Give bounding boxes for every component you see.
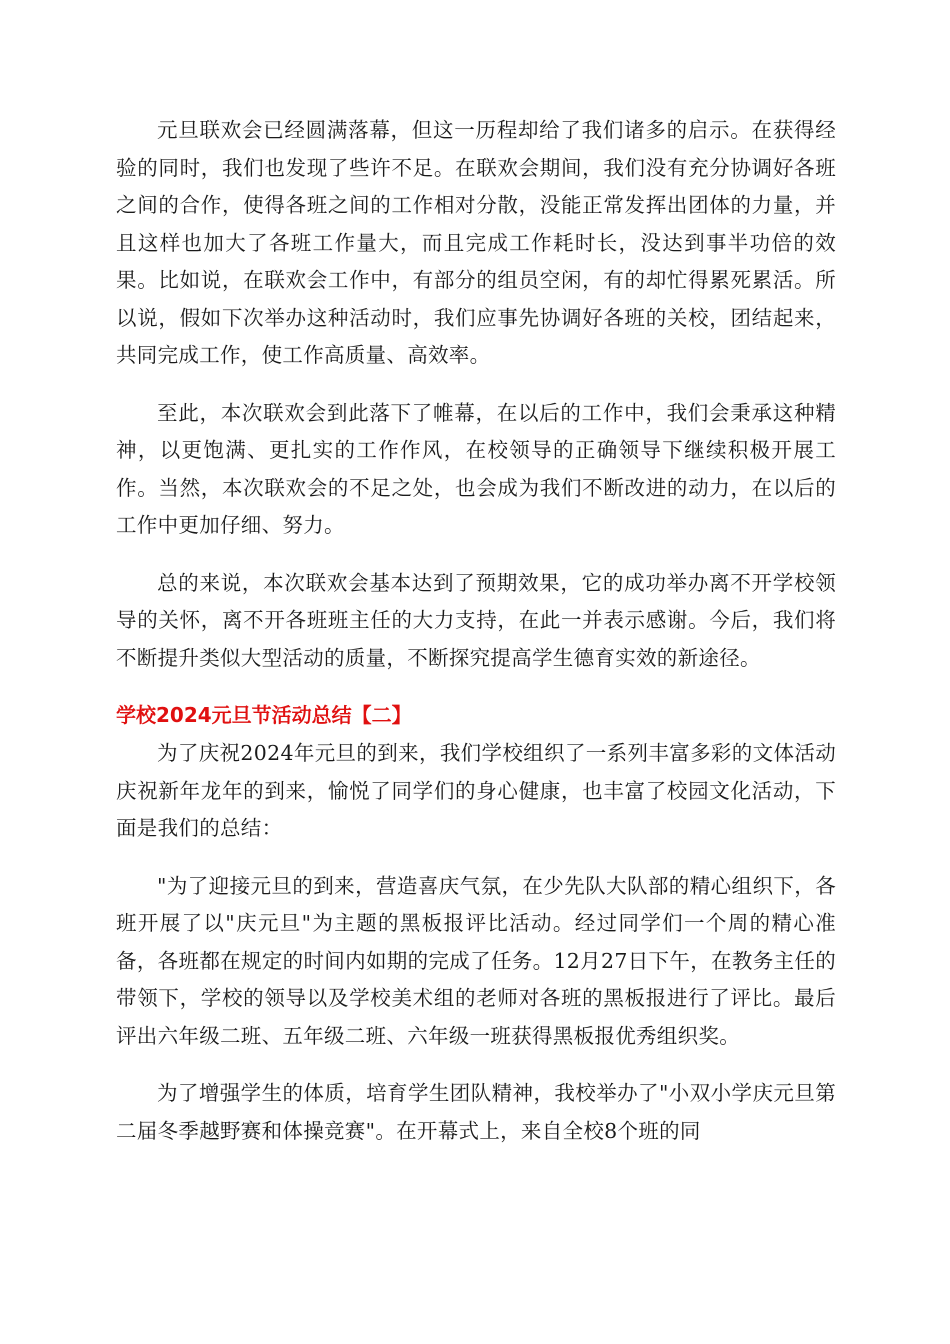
paragraph-blackboard-contest: "为了迎接元旦的到来，营造喜庆气氛，在少先队大队部的精心组织下，各班开展了以"庆元旦"为主题的黑板报评比活动。经过同学们一个周的精心准备，各班都在规定的时间内如期的完成了任务。12月27日下午，在教务主任的带领下，学校的领导以及学校美术组的老师对各班的黑板报进行了评比。最后评出六年级二班、五年级二班、六年级一班获得黑板报优秀组织奖。 [116,873,836,1048]
section-heading-part-two: 学校2024元旦节活动总结【二】 [116,703,412,727]
paragraph-summary-reflection: 元旦联欢会已经圆满落幕，但这一历程却给了我们诸多的启示。在获得经验的同时，我们也发现了些许不足。在联欢会期间，我们没有充分协调好各班之间的合作，使得各班之间的工作相对分散，没能正常发挥出团体的力量，并且这样也加大了各班工作量大，而且完成工作耗时长，没达到事半功倍的效果。比如说，在联欢会工作中，有部分的组员空闲，有的却忙得累死累活。所以说，假如下次举办这种活动时，我们应事先协调好各班的关校，团结起来，共同完成工作，使工作高质量、高效率。 [116,118,836,367]
paragraph-closing-remarks: 至此，本次联欢会到此落下了帷幕，在以后的工作中，我们会秉承这种精神，以更饱满、更扎实的工作作风，在校领导的正确领导下继续积极开展工作。当然，本次联欢会的不足之处，也会成为我们不断改进的动力，在以后的工作中更加仔细、努力。 [116,400,836,537]
paragraph-overall-conclusion: 总的来说，本次联欢会基本达到了预期效果，它的成功举办离不开学校领导的关怀，离不开各班班主任的大力支持，在此一并表示感谢。今后，我们将不断提升类似大型活动的质量，不断探究提高学生德育实效的新途径。 [116,570,836,670]
paragraph-intro: 为了庆祝2024年元旦的到来，我们学校组织了一系列丰富多彩的文体活动庆祝新年龙年的到来，愉悦了同学们的身心健康，也丰富了校园文化活动，下面是我们的总结： [116,741,836,840]
paragraph-cross-country-race: 为了增强学生的体质，培育学生团队精神，我校举办了"小双小学庆元旦第二届冬季越野赛和体操竞赛"。在开幕式上，来自全校8个班的同 [116,1081,836,1143]
document-page [116,112,836,1150]
